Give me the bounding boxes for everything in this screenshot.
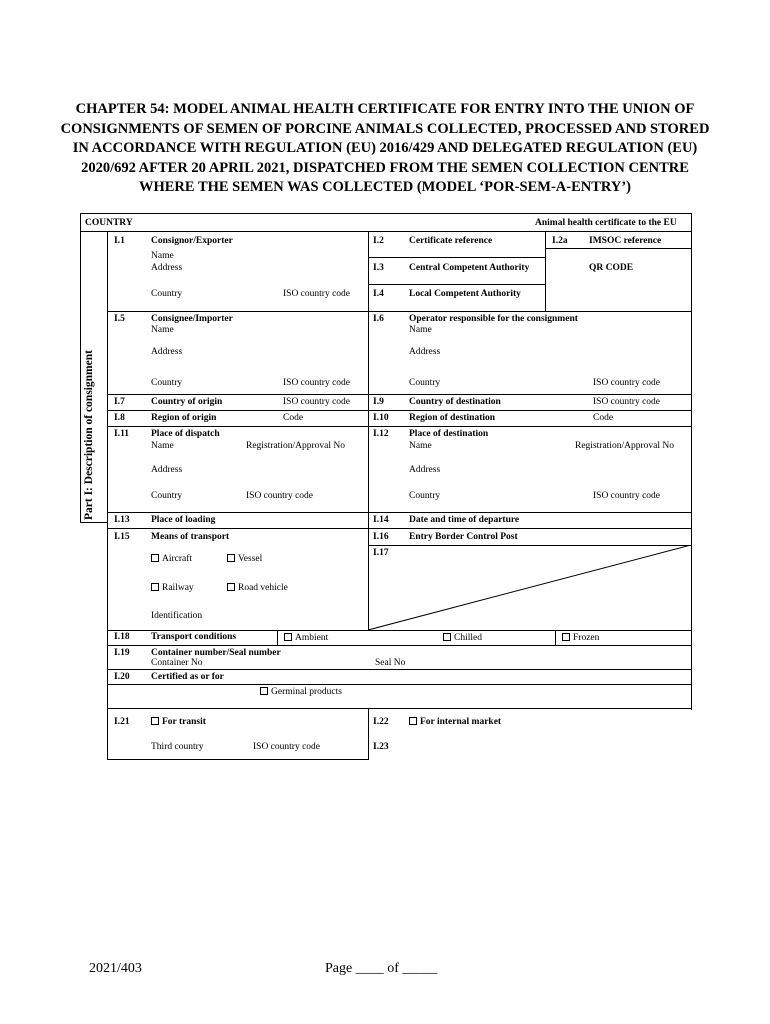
seal-no-field[interactable]: Seal No: [375, 658, 406, 668]
i6-address[interactable]: Address: [409, 347, 441, 357]
i11-address[interactable]: Address: [151, 465, 183, 475]
i16-number: I.16: [373, 532, 389, 542]
road-vehicle-label: Road vehicle: [238, 583, 288, 593]
i11-name[interactable]: Name: [151, 441, 174, 451]
i5-address[interactable]: Address: [151, 347, 183, 357]
i11-iso[interactable]: ISO country code: [246, 491, 314, 501]
railway-label: Railway: [162, 583, 194, 593]
i9-iso[interactable]: ISO country code: [593, 397, 661, 407]
i12-name[interactable]: Name: [409, 441, 432, 451]
i7-label: Country of origin: [151, 397, 223, 407]
i2a-label[interactable]: IMSOC reference: [589, 236, 662, 246]
transit-checkbox[interactable]: [151, 717, 206, 728]
transit-label: For transit: [162, 717, 206, 727]
aircraft-label: Aircraft: [162, 554, 193, 564]
i9-label: Country of destination: [409, 397, 501, 407]
checkbox-icon[interactable]: [443, 633, 451, 641]
i1-number: I.1: [114, 236, 125, 246]
i12-iso[interactable]: ISO country code: [593, 491, 661, 501]
vessel-checkbox[interactable]: [227, 554, 262, 565]
i22-number: I.22: [373, 717, 389, 727]
i12-number: I.12: [373, 429, 389, 439]
page-number: Page ____ of _____: [325, 961, 438, 976]
checkbox-icon[interactable]: [260, 687, 268, 695]
country-header: COUNTRY: [85, 218, 133, 228]
i13-number: I.13: [114, 515, 130, 525]
ambient-checkbox[interactable]: [284, 633, 328, 644]
i6-country[interactable]: Country: [409, 378, 441, 388]
chilled-checkbox[interactable]: [443, 633, 482, 644]
i21-third-country[interactable]: Third country: [151, 742, 204, 752]
i19-number: I.19: [114, 648, 130, 658]
identification-field[interactable]: Identification: [151, 611, 203, 621]
i5-label: Consignee/Importer: [151, 314, 233, 324]
i21-iso[interactable]: ISO country code: [253, 742, 321, 752]
i19-label: Container number/Seal number: [151, 648, 281, 658]
frozen-label: Frozen: [573, 633, 600, 643]
i3-number: I.3: [373, 263, 384, 273]
internal-market-checkbox[interactable]: [409, 717, 501, 728]
checkbox-icon[interactable]: [562, 633, 570, 641]
i4-number: I.4: [373, 289, 384, 299]
i9-number: I.9: [373, 397, 384, 407]
i6-label: Operator responsible for the consignment: [409, 314, 578, 324]
i11-number: I.11: [114, 429, 130, 439]
i15-label: Means of transport: [151, 532, 230, 542]
i15-number: I.15: [114, 532, 130, 542]
i18-label: Transport conditions: [151, 632, 237, 642]
i12-label: Place of destination: [409, 429, 489, 439]
i14-label[interactable]: Date and time of departure: [409, 515, 520, 525]
i12-country[interactable]: Country: [409, 491, 441, 501]
i1-name[interactable]: Name: [151, 251, 174, 261]
railway-checkbox[interactable]: [151, 583, 194, 594]
checkbox-icon[interactable]: [284, 633, 292, 641]
checkbox-icon[interactable]: [409, 717, 417, 725]
road-vehicle-checkbox[interactable]: [227, 583, 288, 594]
i2-number: I.2: [373, 236, 384, 246]
i14-number: I.14: [373, 515, 389, 525]
i5-number: I.5: [114, 314, 125, 324]
chilled-label: Chilled: [454, 633, 482, 643]
i1-iso[interactable]: ISO country code: [283, 289, 351, 299]
i8-number: I.8: [114, 413, 125, 423]
part-one-label: Part I: Description of consignment: [83, 350, 95, 520]
i10-label: Region of destination: [409, 413, 496, 423]
i10-code[interactable]: Code: [593, 413, 614, 423]
i6-iso[interactable]: ISO country code: [593, 378, 661, 388]
footer-reference: 2021/403: [89, 961, 142, 976]
certificate-header: Animal health certificate to the EU: [535, 218, 677, 228]
i6-name[interactable]: Name: [409, 325, 432, 335]
i11-reg-no[interactable]: Registration/Approval No: [246, 441, 345, 451]
container-no-field[interactable]: Container No: [151, 658, 203, 668]
i3-label[interactable]: Central Competent Authority: [409, 263, 530, 273]
aircraft-checkbox[interactable]: [151, 554, 192, 565]
i17-number: I.17: [373, 548, 389, 558]
i11-label: Place of dispatch: [151, 429, 220, 439]
i21-number: I.21: [114, 717, 130, 727]
germinal-products-label: Germinal products: [271, 687, 342, 697]
checkbox-icon[interactable]: [151, 554, 159, 562]
i8-code[interactable]: Code: [283, 413, 304, 423]
i12-reg-no[interactable]: Registration/Approval No: [575, 441, 674, 451]
internal-market-label: For internal market: [420, 717, 502, 727]
checkbox-icon[interactable]: [151, 717, 159, 725]
i20-number: I.20: [114, 672, 130, 682]
ambient-label: Ambient: [295, 633, 329, 643]
i1-label: Consignor/Exporter: [151, 236, 233, 246]
checkbox-icon[interactable]: [151, 583, 159, 591]
i12-address[interactable]: Address: [409, 465, 441, 475]
i18-number: I.18: [114, 632, 130, 642]
i5-country[interactable]: Country: [151, 378, 183, 388]
i23-number: I.23: [373, 742, 389, 752]
qr-code: QR CODE: [589, 263, 634, 273]
i13-label[interactable]: Place of loading: [151, 515, 216, 525]
frozen-checkbox[interactable]: [562, 633, 599, 644]
i1-address[interactable]: Address: [151, 263, 183, 273]
i5-iso[interactable]: ISO country code: [283, 378, 351, 388]
checkbox-icon[interactable]: [227, 583, 235, 591]
i16-label[interactable]: Entry Border Control Post: [409, 532, 518, 542]
i10-number: I.10: [373, 413, 389, 423]
document-title: CHAPTER 54: MODEL ANIMAL HEALTH CERTIFICATE FOR ENTRY INTO THE UNION OF CONSIGNMENTS OF SEMEN OF PORCINE ANIMALS COLLECTED, PROCESSED AND STORED IN ACCORDANCE WITH REGULATION (EU) 2016/429 AND DELEGATED REGULATION (EU) 2020/692 AFTER 20 APRIL 2021, DISPATCHED FROM THE SEMEN COLLECTION CENTRE WHERE THE SEMEN WAS COLLECTED (MODEL ‘POR-SEM-A-ENTRY’): [60, 101, 710, 195]
i20-label: Certified as or for: [151, 672, 224, 682]
i7-number: I.7: [114, 397, 125, 407]
i11-country[interactable]: Country: [151, 491, 183, 501]
i6-number: I.6: [373, 314, 384, 324]
i7-iso[interactable]: ISO country code: [283, 397, 351, 407]
i4-label[interactable]: Local Competent Authority: [409, 289, 521, 299]
i17-strike-line: [368, 545, 691, 631]
i8-label: Region of origin: [151, 413, 217, 423]
germinal-products-checkbox[interactable]: [260, 687, 342, 698]
vessel-label: Vessel: [238, 554, 263, 564]
i1-country[interactable]: Country: [151, 289, 183, 299]
i5-name[interactable]: Name: [151, 325, 174, 335]
checkbox-icon[interactable]: [227, 554, 235, 562]
i2a-number: I.2a: [552, 236, 568, 246]
i2-label[interactable]: Certificate reference: [409, 236, 493, 246]
